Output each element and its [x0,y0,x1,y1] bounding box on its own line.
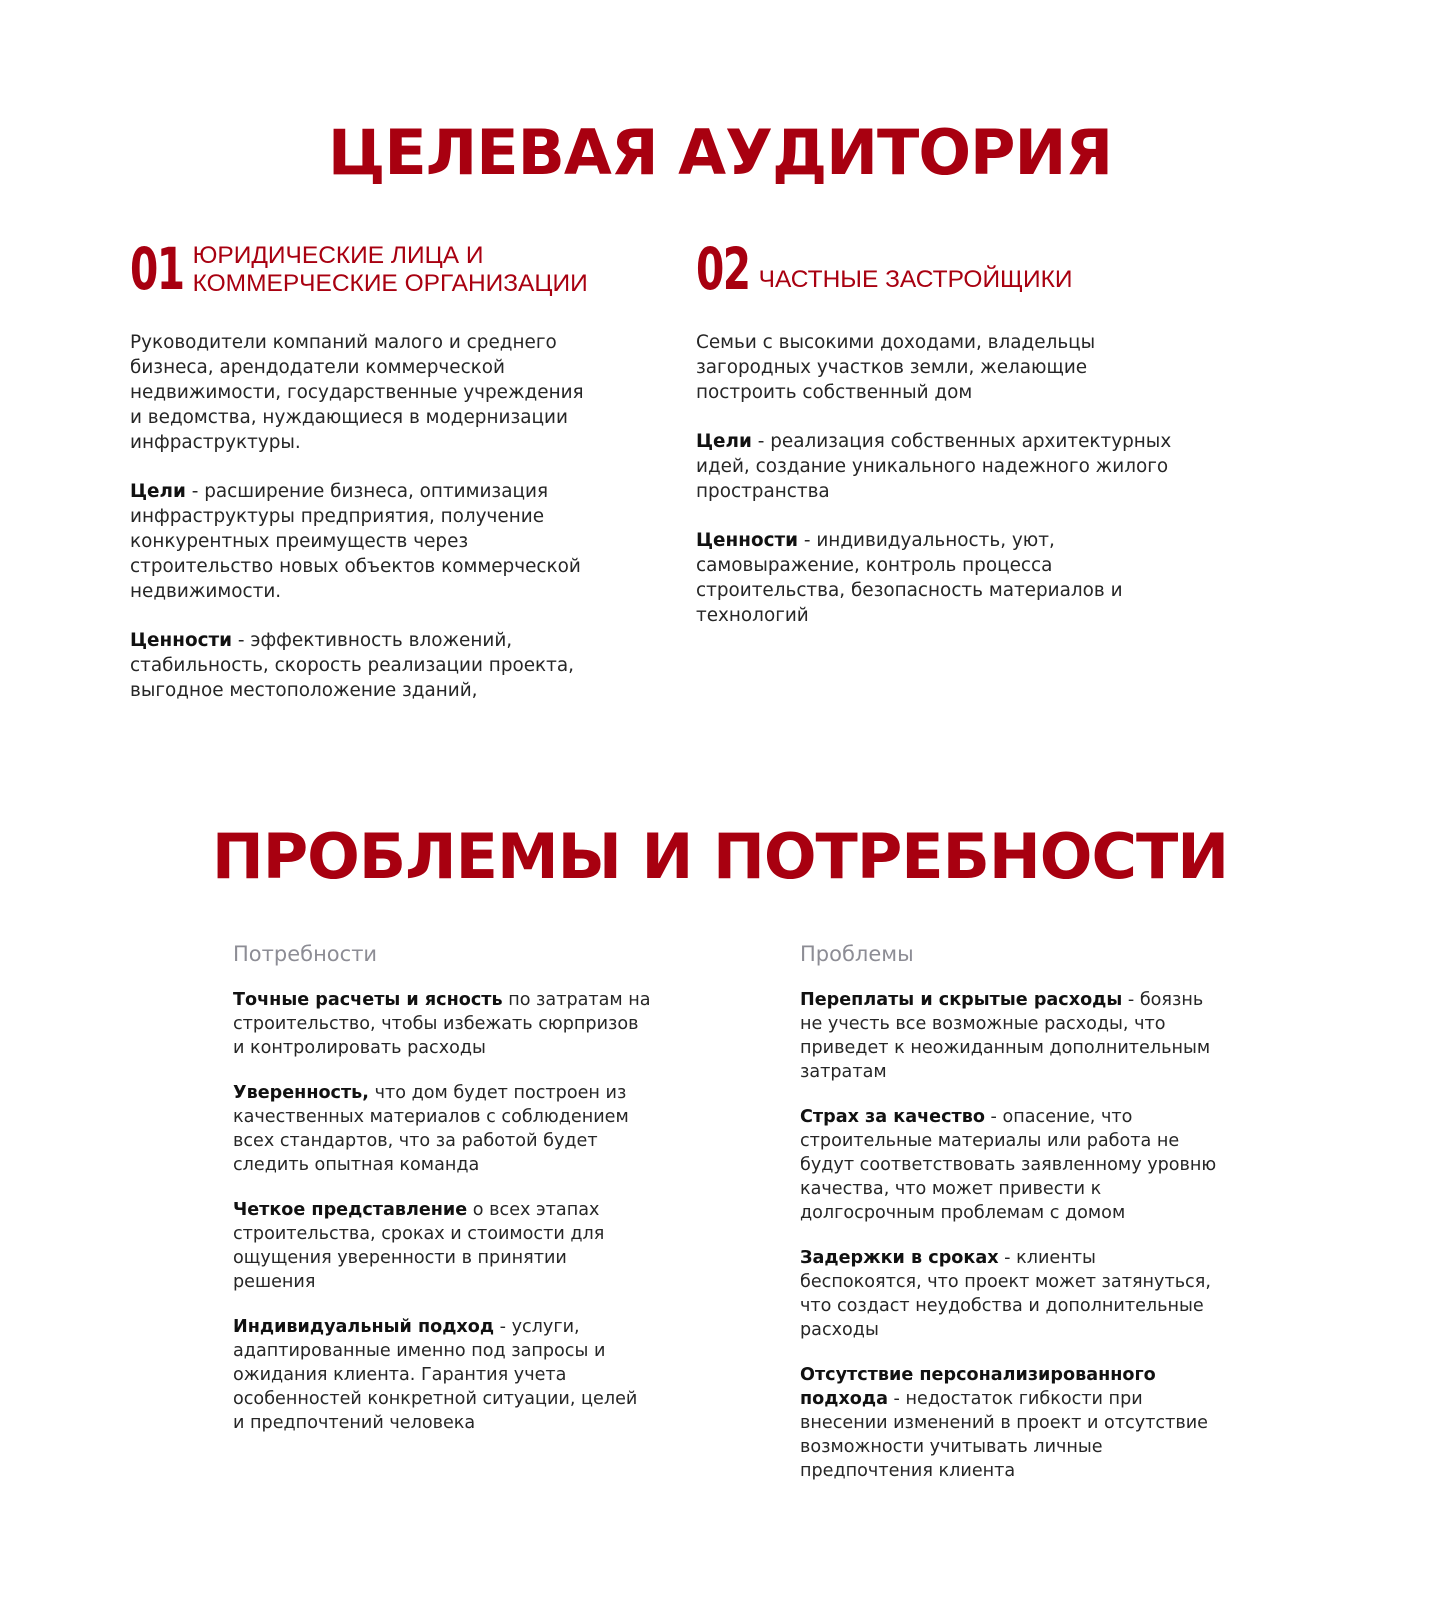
needs-list [233,988,653,1456]
item-title: Четкое представление [233,1200,468,1220]
audience-heading-line: КОММЕРЧЕСКИЕ ОРГАНИЗАЦИИ [192,270,588,297]
audience-heading-line: ЧАСТНЫЕ ЗАСТРОЙЩИКИ [758,266,1073,293]
item-title: Страх за качество [800,1107,985,1127]
goals-text: - расширение бизнеса, оптимизация инфраструктуры предприятия, получение конкурентных преимуществ через строительство новых объектов коммерческой недвижимости. [130,481,581,602]
goals-label: Цели [130,481,186,502]
item-text: что дом будет построен из качественных материалов с соблюдением всех стандартов, что за работой будет следить опытная команда [233,1083,629,1175]
audience-heading-text [193,242,588,298]
values-text: - эффективность вложений, стабильность, скорость реализации проекта, выгодное местоположение зданий, [130,630,574,701]
audience-number: 01 [130,235,184,303]
list-item [800,988,1220,1084]
item-text: - услуги, адаптированные именно под запросы и ожидания клиента. Гарантия учета особенностей конкретной ситуации, целей и предпочтений человека [233,1317,638,1433]
section-title-problems-needs: ПРОБЛЕМЫ И ПОТРЕБНОСТИ [211,820,1229,893]
audience-heading-text [759,266,1073,294]
list-item [233,988,653,1060]
item-title: Индивидуальный подход [233,1317,495,1337]
list-item [800,1246,1220,1342]
audience-description-private-builders [696,330,1176,652]
audience-heading-private-builders [696,235,1073,303]
section-title-target-audience: ЦЕЛЕВАЯ АУДИТОРИЯ [327,116,1113,189]
audience-description: Семьи с высокими доходами, владельцы загородных участков земли, желающие построить собственный дом [696,332,1096,403]
audience-description: Руководители компаний малого и среднего бизнеса, арендодатели коммерческой недвижимости, государственные учреждения и ведомства, нуждающиеся в модернизации инфраструктуры. [130,332,584,453]
audience-values [696,528,1176,628]
audience-values [130,628,600,703]
item-title: Точные расчеты и ясность [233,990,503,1010]
problems-heading: Проблемы [800,942,914,966]
audience-goals [696,429,1176,504]
audience-number: 02 [696,235,750,303]
list-item [233,1198,653,1294]
item-text: - клиенты беспокоятся, что проект может затянуться, что создаст неудобства и дополнительные расходы [800,1248,1211,1340]
values-label: Ценности [696,530,799,551]
values-text: - индивидуальность, уют, самовыражение, контроль процесса строительства, безопасность материалов и технологий [696,530,1123,626]
item-title: Отсутствие персонализированного подхода [800,1365,1156,1409]
list-item [800,1105,1220,1225]
item-title: Уверенность, [233,1083,369,1103]
needs-heading: Потребности [233,942,378,966]
item-text: по затратам на строительство, чтобы избежать сюрпризов и контролировать расходы [233,990,651,1058]
item-text: - боязнь не учесть все возможные расходы, что приведет к неожиданным дополнительным затратам [800,990,1211,1082]
item-text: - недостаток гибкости при внесении изменений в проект и отсутствие возможности учитывать личные предпочтения клиента [800,1389,1208,1481]
list-item [233,1081,653,1177]
problems-list [800,988,1220,1504]
audience-heading-legal-entities [130,235,588,303]
goals-label: Цели [696,431,752,452]
audience-heading-line: ЮРИДИЧЕСКИЕ ЛИЦА И [192,242,484,269]
item-text: о всех этапах строительства, сроках и стоимости для ощущения уверенности в принятии решения [233,1200,605,1292]
audience-description-legal-entities [130,330,600,727]
goals-text: - реализация собственных архитектурных идей, создание уникального надежного жилого пространства [696,431,1172,502]
list-item [233,1315,653,1435]
item-title: Задержки в сроках [800,1248,999,1268]
values-label: Ценности [130,630,233,651]
item-text: - опасение, что строительные материалы или работа не будут соответствовать заявленному уровню качества, что может привести к долгосрочным проблемам с домом [800,1107,1217,1223]
audience-goals [130,479,600,604]
list-item [800,1363,1220,1483]
item-title: Переплаты и скрытые расходы [800,990,1123,1010]
